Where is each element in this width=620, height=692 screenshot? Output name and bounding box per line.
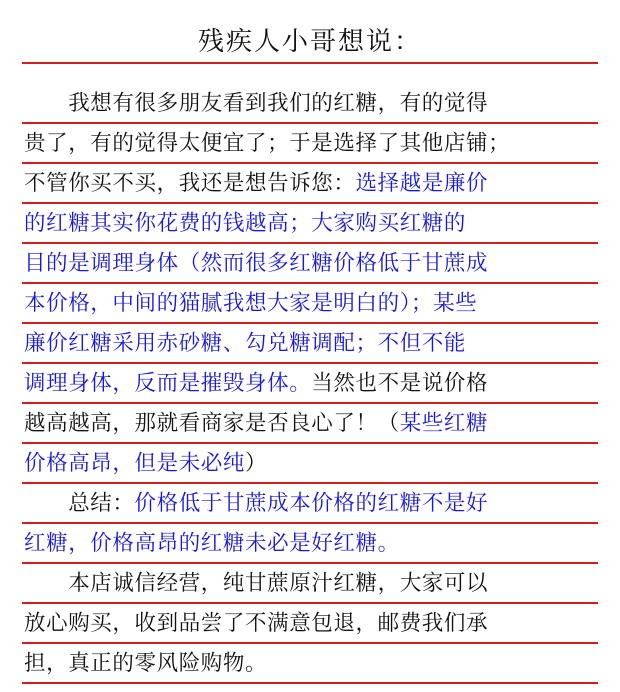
ruled-line bbox=[22, 562, 598, 564]
highlight-text: 价格低于甘蔗成本价格的红糖不是好 bbox=[134, 491, 489, 516]
ruled-line bbox=[22, 522, 598, 524]
text-line bbox=[24, 406, 600, 442]
text-line bbox=[24, 286, 600, 322]
ruled-line bbox=[22, 122, 598, 124]
body-text: ） bbox=[245, 451, 268, 476]
text-line bbox=[24, 246, 600, 282]
body-text: 我想有很多朋友看到我们的红糖，有的觉得 bbox=[24, 91, 489, 116]
body-text: 总结： bbox=[24, 491, 135, 516]
page-title: 残疾人小哥想说： bbox=[197, 27, 422, 57]
ruled-line bbox=[22, 642, 598, 644]
ruled-line bbox=[22, 602, 598, 604]
text-line bbox=[24, 126, 600, 162]
text-line bbox=[24, 526, 600, 562]
highlight-text: 价格高昂，但是未必纯 bbox=[24, 451, 246, 476]
text-line bbox=[24, 166, 600, 202]
highlight-text: 调理身体，反而是摧毁身体。 bbox=[24, 371, 312, 396]
ruled-line bbox=[22, 442, 598, 444]
highlight-text: 红糖，价格高昂的红糖未必是好红糖。 bbox=[24, 531, 400, 556]
text-line bbox=[24, 206, 600, 242]
body-text: 放心购买，收到品尝了不满意包退，邮费我们承 bbox=[24, 611, 489, 636]
highlight-text: 本价格，中间的猫腻我想大家是明白的）；某些 bbox=[24, 291, 478, 316]
text-line bbox=[24, 486, 600, 522]
highlight-text: 廉价红糖采用赤砂糖、勾兑糖调配；不但不能 bbox=[24, 331, 467, 356]
ruled-line bbox=[22, 282, 598, 284]
text-line bbox=[24, 86, 600, 122]
text-line bbox=[24, 646, 600, 682]
text-line bbox=[24, 606, 600, 642]
ruled-line bbox=[22, 482, 598, 484]
ruled-line bbox=[22, 362, 598, 364]
title-underline bbox=[22, 62, 598, 64]
ruled-line bbox=[22, 402, 598, 404]
ruled-line bbox=[22, 682, 598, 684]
highlight-text: 目的是调理身体（然而很多红糖价格低于甘蔗成 bbox=[24, 251, 489, 276]
ruled-line bbox=[22, 202, 598, 204]
highlight-text: 的红糖其实你花费的钱越高；大家购买红糖的 bbox=[24, 211, 467, 236]
text-line bbox=[24, 446, 600, 482]
body-text: 担，真正的零风险购物。 bbox=[24, 651, 268, 676]
text-line bbox=[24, 366, 600, 402]
body-text: 本店诚信经营，纯甘蔗原汁红糖，大家可以 bbox=[24, 571, 489, 596]
body-text: 不管你买不买，我还是想告诉您： bbox=[24, 171, 356, 196]
ruled-line bbox=[22, 162, 598, 164]
body-text: 越高越高，那就看商家是否良心了！（ bbox=[24, 411, 400, 436]
ruled-line bbox=[22, 242, 598, 244]
ruled-line bbox=[22, 322, 598, 324]
body-text: 当然也不是说价格 bbox=[311, 371, 489, 396]
text-line bbox=[24, 326, 600, 362]
text-line bbox=[24, 566, 600, 602]
highlight-text: 选择越是廉价 bbox=[355, 171, 489, 196]
body-text: 贵了，有的觉得太便宜了；于是选择了其他店铺； bbox=[24, 131, 511, 156]
highlight-text: 某些红糖 bbox=[399, 411, 489, 436]
